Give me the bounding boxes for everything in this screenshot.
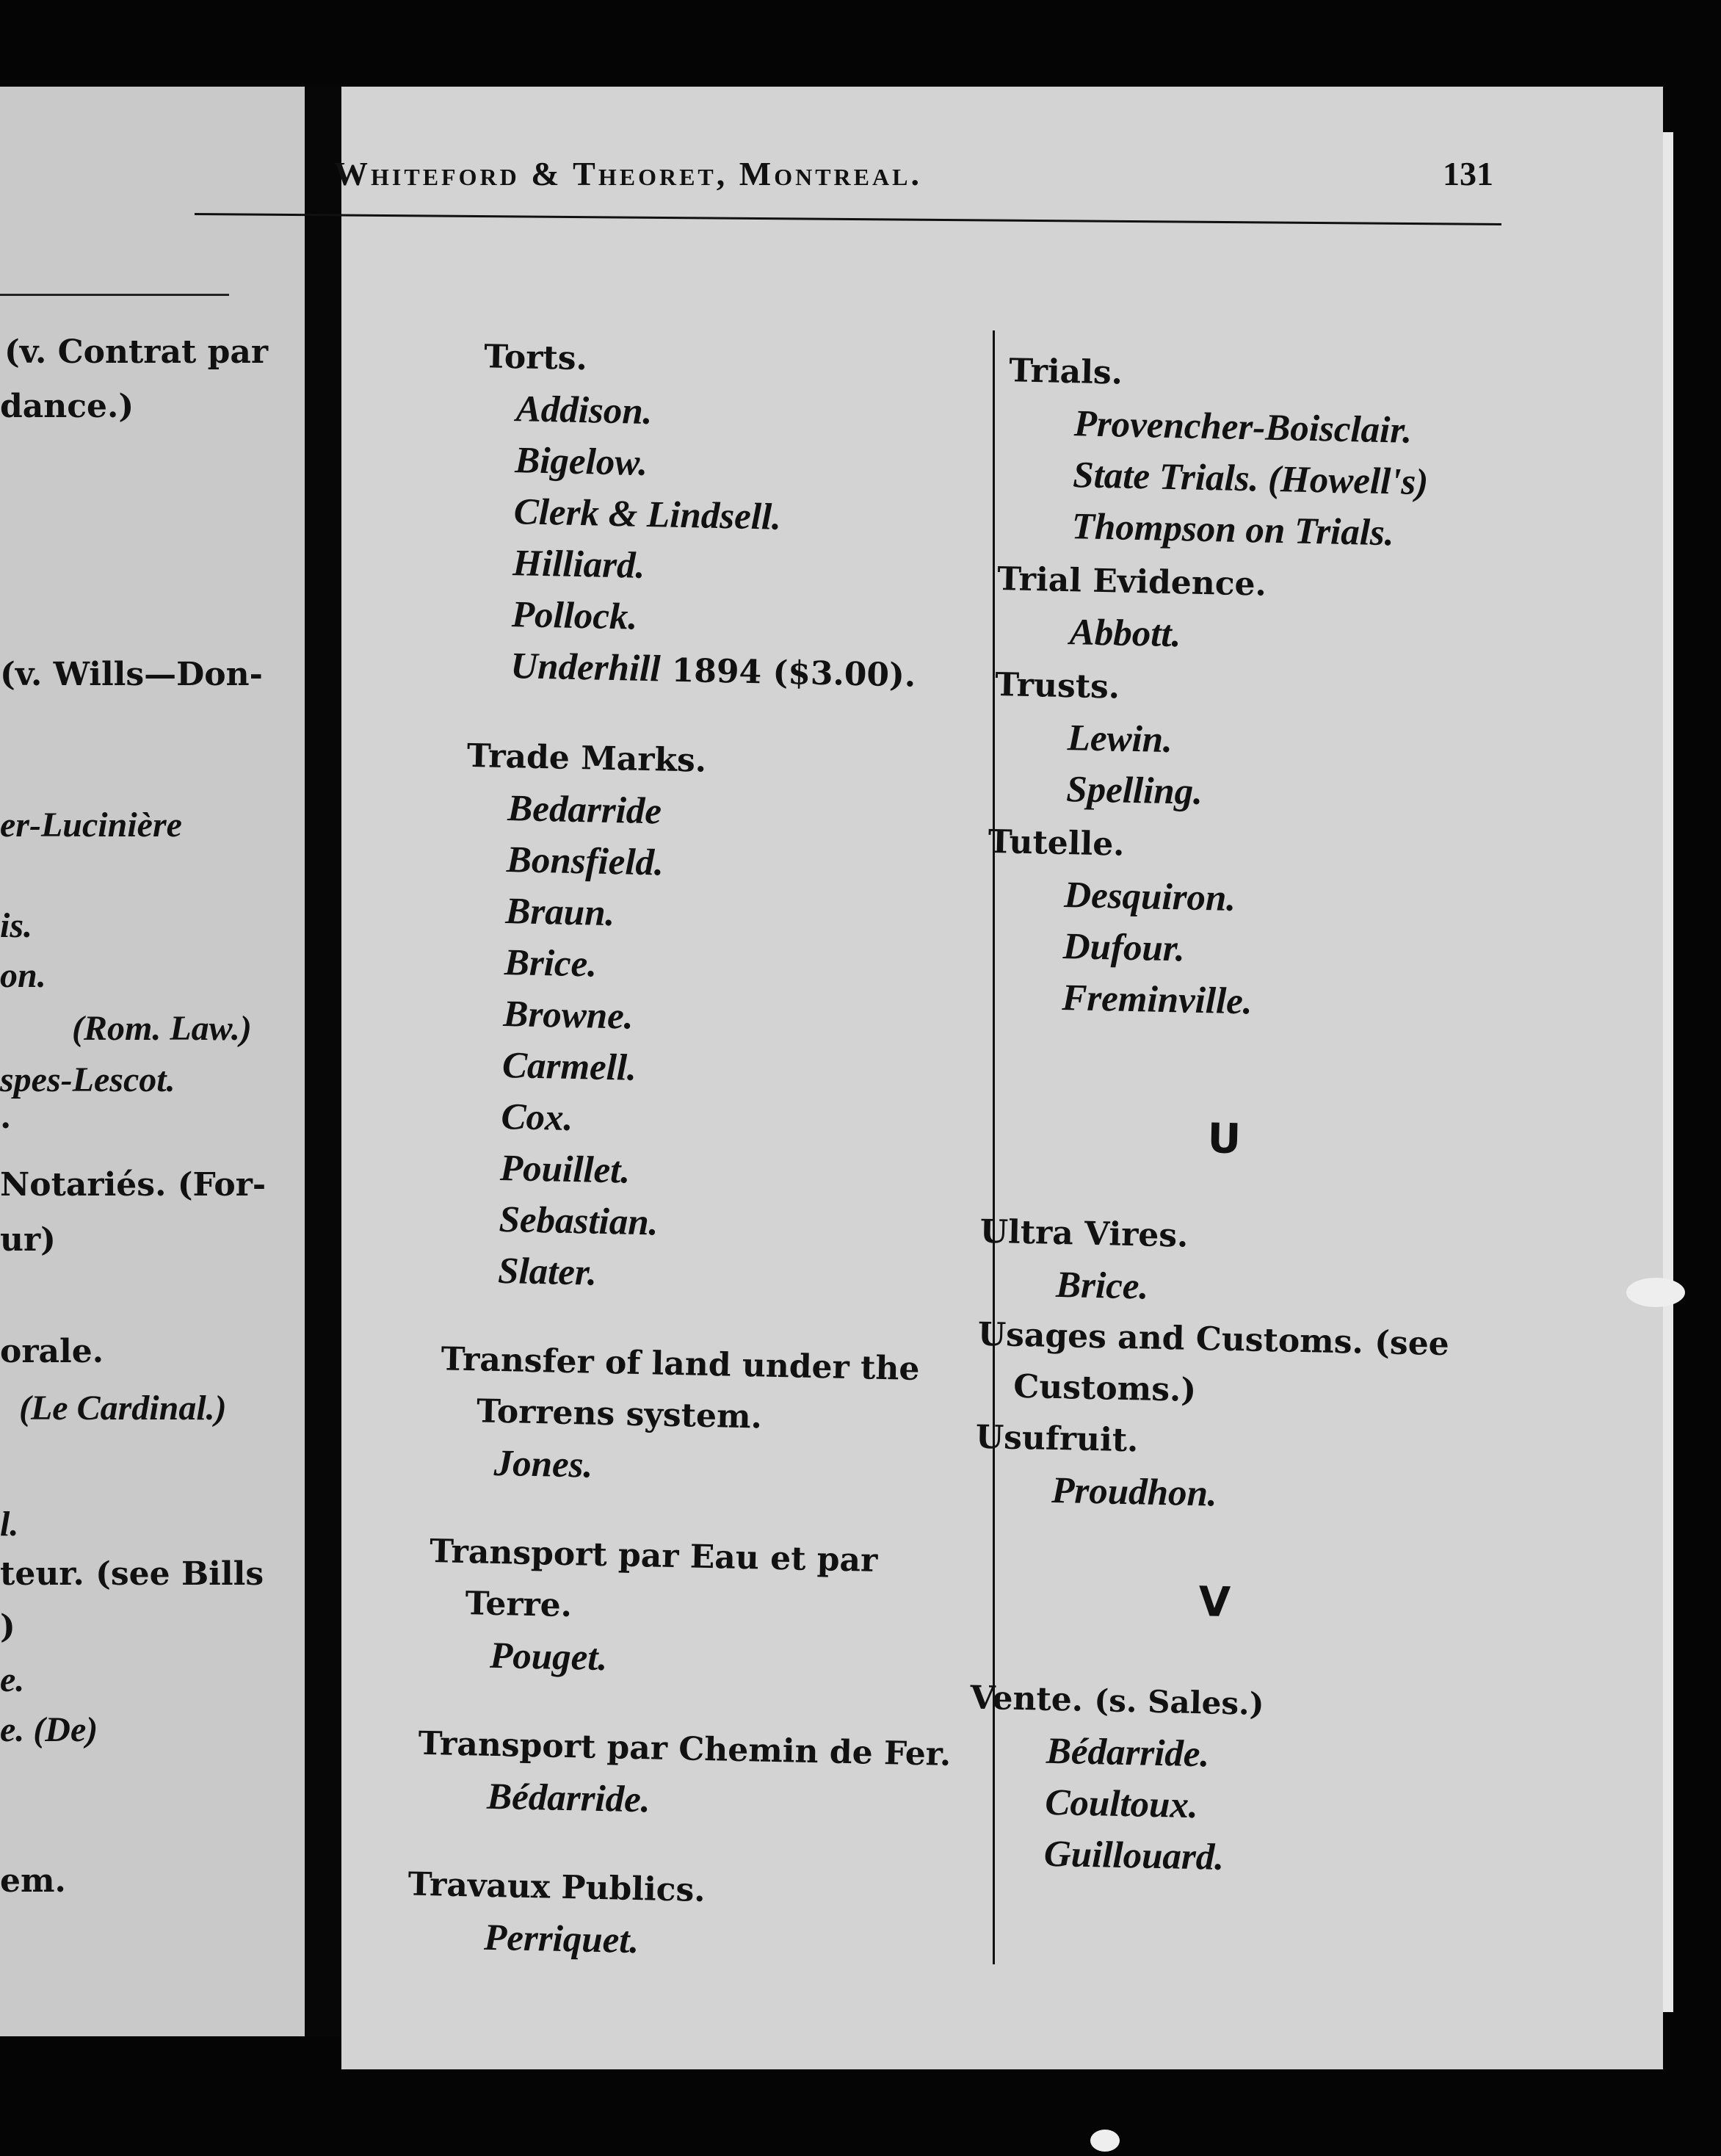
- entry-item: Proudhon.: [1051, 1469, 1218, 1515]
- left-fragment: l.: [0, 1505, 19, 1544]
- entry-item: Slater.: [497, 1250, 598, 1294]
- running-head: [334, 154, 1509, 213]
- entry-item: Bonsfield.: [506, 839, 664, 884]
- entry-item: Jones.: [493, 1442, 593, 1486]
- entry-heading-continued: Torrens system.: [476, 1392, 763, 1436]
- left-fragment: teur. (see Bills: [0, 1555, 264, 1593]
- index-entry: [406, 1859, 966, 1974]
- entry-item: Pollock.: [511, 594, 638, 638]
- entry-item: Dufour.: [1062, 926, 1186, 970]
- entry-item: Carmell.: [501, 1044, 637, 1089]
- index-entry: [979, 1207, 1465, 1320]
- section-letter-v: V: [1198, 1578, 1231, 1627]
- entry-item: Clerk & Lindsell.: [513, 491, 782, 538]
- left-fragment: ur): [0, 1221, 56, 1259]
- left-fragment: .: [0, 1099, 12, 1136]
- entry-item: Spelling.: [1065, 769, 1203, 813]
- item-name: Underhill: [510, 645, 662, 690]
- entry-item: Pouillet.: [499, 1147, 631, 1192]
- entry-heading: Trials.: [1008, 352, 1123, 392]
- section-letter-u: U: [1206, 1115, 1242, 1164]
- previous-page-rule: [0, 294, 229, 296]
- index-entry: [433, 330, 999, 703]
- index-entry: [413, 1526, 974, 1692]
- entry-item: Bedarride: [507, 788, 662, 833]
- item-note: (Howell's): [1267, 458, 1429, 504]
- header-title: Whiteford & Theoret, Montreal.: [334, 155, 922, 192]
- left-column: [405, 330, 998, 2011]
- entry-heading: Usufruit.: [975, 1418, 1139, 1460]
- left-fragment: er-Lucinière: [0, 806, 182, 844]
- index-entry: [416, 1334, 977, 1500]
- left-fragment: e. (De): [0, 1710, 98, 1749]
- index-entry: [989, 659, 1477, 824]
- entry-item: Bédarride.: [486, 1776, 651, 1821]
- entry-heading: Transport par Chemin de Fer.: [418, 1724, 952, 1773]
- left-fragment: orale.: [0, 1333, 104, 1370]
- item-edition: 1894 ($3.00).: [659, 651, 916, 695]
- entry-item: Cox.: [501, 1096, 573, 1140]
- index-entry: [966, 1673, 1455, 1889]
- entry-item: Freminville.: [1061, 977, 1253, 1023]
- left-fragment: em.: [0, 1862, 66, 1900]
- entry-item: Brice.: [504, 942, 598, 985]
- page-number: 131: [1443, 155, 1493, 192]
- left-fragment: Notariés. (For-: [0, 1166, 267, 1204]
- entry-heading: Trial Evidence.: [996, 560, 1267, 604]
- entry-heading: Torts.: [483, 338, 588, 378]
- left-fragment: is.: [0, 906, 33, 945]
- entry-item: Bigelow.: [514, 440, 648, 484]
- left-fragment: (v. Wills—Don-: [0, 656, 263, 693]
- entry-item: Bédarride.: [1046, 1730, 1210, 1776]
- index-entry: [420, 730, 990, 1307]
- entry-heading: Ultra Vires.: [979, 1212, 1189, 1255]
- entry-heading: Travaux Publics.: [407, 1865, 706, 1910]
- left-fragment: (v. Contrat par: [4, 333, 269, 371]
- page-edge: [1663, 132, 1673, 2012]
- entry-heading: Transport par Eau et par: [429, 1533, 878, 1580]
- entry-item: Brice.: [1055, 1264, 1149, 1308]
- paper-speck: [1090, 2130, 1120, 2152]
- entry-item: Lewin.: [1067, 717, 1173, 762]
- index-entry: [974, 1412, 1461, 1525]
- left-fragment: (Rom. Law.): [72, 1009, 252, 1048]
- heading-note: (s. Sales.): [1093, 1682, 1265, 1722]
- entry-heading: Transfer of land under the: [441, 1340, 920, 1388]
- right-column: [965, 345, 1483, 1926]
- entry-item: Sebastian.: [499, 1198, 659, 1244]
- entry-heading: Usages and Customs. (see: [977, 1315, 1450, 1364]
- entry-heading: Trade Marks.: [466, 737, 707, 780]
- page-gutter: [305, 87, 341, 2036]
- left-fragment: (Le Cardinal.): [19, 1389, 227, 1428]
- entry-item: [433, 639, 992, 703]
- index-entry: [985, 817, 1474, 1032]
- left-fragment: spes-Lescot.: [0, 1060, 175, 1099]
- left-fragment: e.: [0, 1660, 25, 1699]
- index-entry: [992, 554, 1479, 667]
- entry-item: Coultoux.: [1044, 1781, 1199, 1827]
- index-entry: [994, 345, 1483, 561]
- entry-item: Desquiron.: [1063, 875, 1236, 919]
- left-fragment: ): [0, 1608, 15, 1646]
- heading-text: Vente.: [969, 1679, 1084, 1719]
- entry-item: Thompson on Trials.: [1071, 506, 1395, 554]
- left-fragment: dance.): [0, 388, 134, 425]
- entry-heading-continued: Terre.: [465, 1585, 573, 1625]
- entry-item: Pouget.: [489, 1635, 608, 1679]
- entry-heading: [970, 1673, 1455, 1734]
- index-entry: [977, 1309, 1463, 1422]
- entry-item: Guillouard.: [1043, 1833, 1225, 1878]
- entry-item: Hilliard.: [512, 543, 645, 587]
- entry-item: Perriquet.: [483, 1917, 640, 1962]
- paper-tear: [1626, 1278, 1685, 1307]
- entry-item: Browne.: [502, 994, 634, 1038]
- item-name: State Trials.: [1072, 455, 1259, 500]
- entry-heading: Tutelle.: [988, 822, 1126, 864]
- index-entry: [409, 1718, 969, 1833]
- entry-item: Provencher-Boisclair.: [1073, 403, 1413, 452]
- left-fragment: on.: [0, 956, 46, 995]
- previous-page-fragment: [0, 87, 305, 2036]
- entry-item: Abbott.: [1069, 612, 1181, 656]
- entry-item: Addison.: [515, 388, 653, 433]
- entry-heading: Trusts.: [994, 666, 1120, 706]
- entry-item: Braun.: [504, 891, 615, 935]
- entry-heading-continued: Customs.): [1012, 1367, 1197, 1409]
